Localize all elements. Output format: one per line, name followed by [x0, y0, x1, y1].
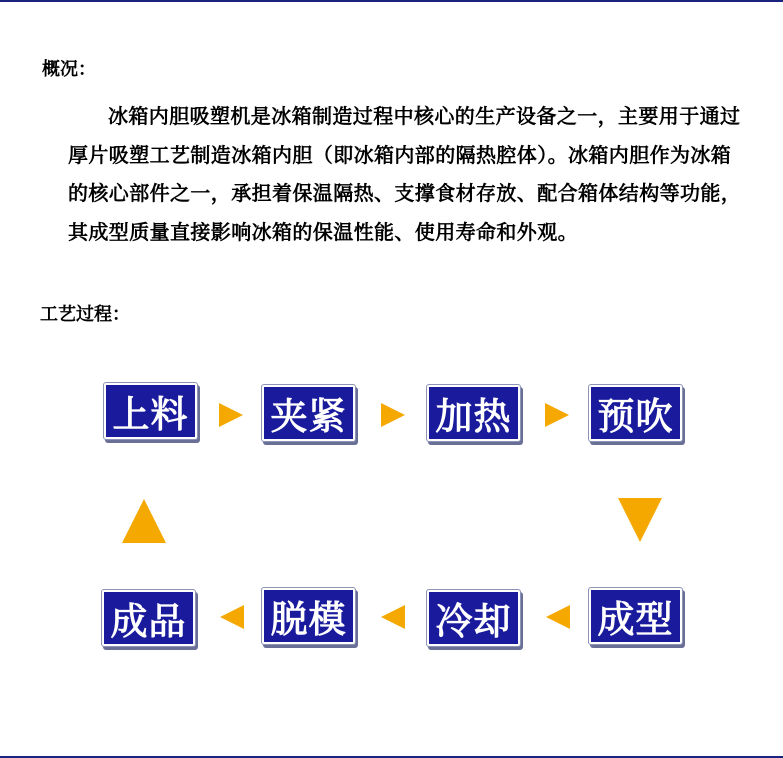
process-heading: 工艺过程： [40, 304, 130, 325]
right-arrow-icon [218, 402, 244, 428]
left-arrow-icon [545, 604, 571, 630]
top-divider [0, 0, 783, 2]
left-arrow-icon [219, 604, 245, 630]
overview-heading: 概况： [42, 59, 96, 80]
step-forming: 成型 [589, 588, 682, 644]
step-cooling: 冷却 [427, 590, 520, 646]
step-heating: 加热 [427, 385, 520, 441]
down-arrow-icon [617, 497, 663, 543]
right-arrow-icon [544, 402, 570, 428]
step-clamping: 夹紧 [262, 385, 355, 441]
right-arrow-icon [380, 402, 406, 428]
step-loading: 上料 [104, 383, 197, 439]
step-finished-product: 成品 [102, 590, 195, 646]
step-pre-blowing: 预吹 [589, 385, 682, 441]
overview-paragraph: 冰箱内胆吸塑机是冰箱制造过程中核心的生产设备之一，主要用于通过厚片吸塑工艺制造冰箱内胆（即冰箱内部的隔热腔体）。冰箱内胆作为冰箱的核心部件之一，承担着保温隔热、支撑食材存放、配合箱体结构等功能，其成型质量直接影响冰箱的保温性能、使用寿命和外观。 [68, 104, 742, 244]
up-arrow-icon [121, 498, 167, 544]
left-arrow-icon [380, 604, 406, 630]
step-demolding: 脱模 [262, 588, 355, 644]
